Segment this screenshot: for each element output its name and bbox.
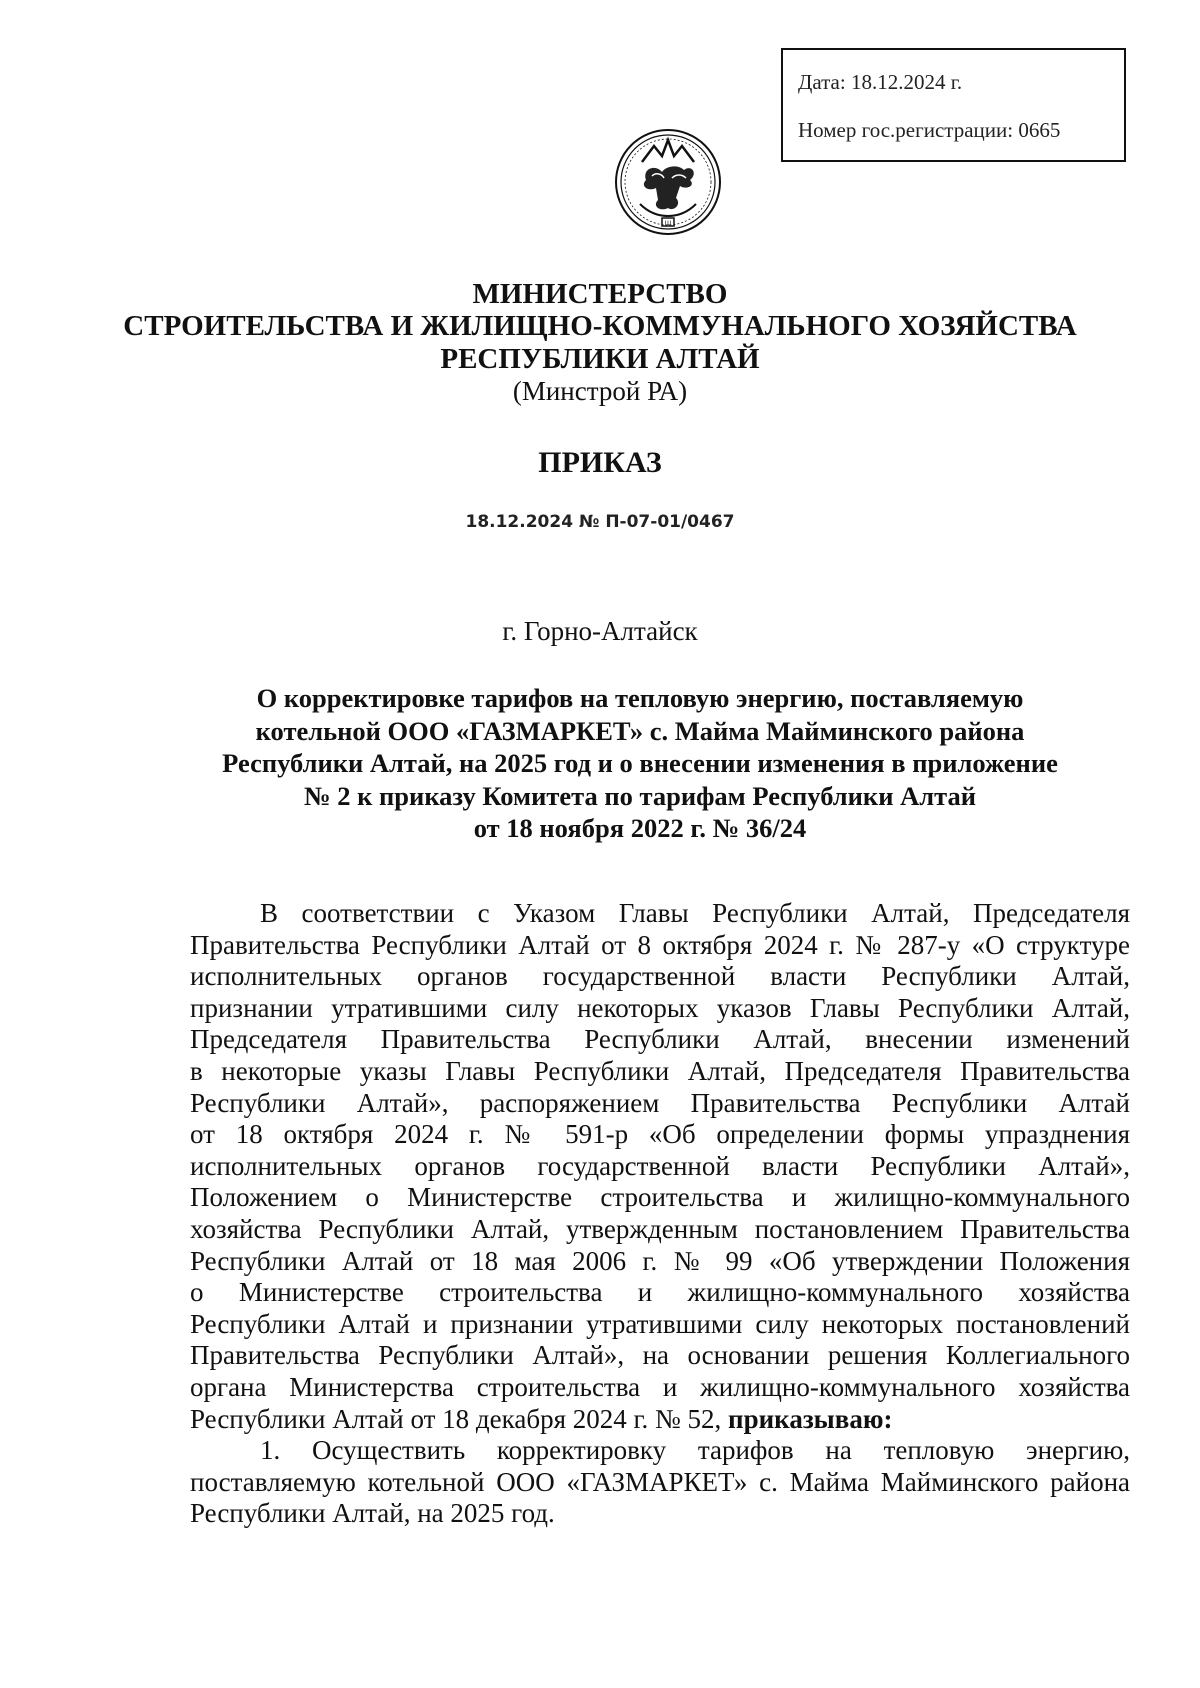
svg-text:Ш: Ш	[664, 220, 672, 227]
item-1-line: поставляемую котельной ООО «ГАЗМАРКЕТ» с. Майма Майминского района	[190, 1466, 1130, 1497]
body-line: В соответствии с Указом Главы Республики Алтай, Председателя	[260, 898, 1130, 928]
ministry-title-line-1: МИНИСТЕРСТВО	[472, 278, 728, 310]
subject-line: № 2 к приказу Комитета по тарифам Республики Алтай	[304, 780, 976, 811]
body-line: от 18 октября 2024 г. № 591-р «Об определении формы упразднения	[190, 1119, 1130, 1150]
body-line: о Министерстве строительства и жилищно-коммунального хозяйства	[190, 1277, 1130, 1308]
item-1-line-final: Республики Алтай, на 2025 год.	[190, 1498, 555, 1529]
order-city: г. Горно-Алтайск	[502, 616, 698, 646]
subject-line: от 18 ноября 2022 г. № 36/24	[473, 813, 807, 843]
body-line: Правительства Республики Алтай от 8 октября 2024 г. № 287-у «О структуре	[190, 929, 1130, 960]
body-line: признании утратившими силу некоторых указов Главы Республики Алтай,	[190, 992, 1130, 1023]
registration-stamp-box	[781, 48, 1126, 162]
ministry-short-name: (Минстрой РА)	[512, 376, 688, 406]
item-1-line: 1. Осуществить корректировку тарифов на тепловую энергию,	[260, 1435, 1130, 1466]
body-line: Председателя Правительства Республики Алтай, внесении изменений	[190, 1024, 1130, 1055]
order-keyword: приказываю:	[728, 1403, 893, 1434]
ministry-title-line-2: СТРОИТЕЛЬСТВА И ЖИЛИЩНО-КОММУНАЛЬНОГО ХОЗЯЙСТВА	[123, 310, 1077, 342]
coat-of-arms-emblem-icon	[612, 120, 724, 244]
body-line: Республики Алтай», распоряжением Правительства Республики Алтай	[190, 1087, 1130, 1118]
body-line-text: Республики Алтай от 18 декабря 2024 г. № 52,	[190, 1403, 722, 1434]
ministry-title-line-3: РЕСПУБЛИКИ АЛТАЙ	[440, 343, 760, 375]
body-line: органа Министерства строительства и жилищно-коммунального хозяйства	[190, 1371, 1130, 1402]
body-line: Положением о Министерстве строительства и жилищно-коммунального	[190, 1182, 1130, 1213]
body-line: Правительства Республики Алтай», на основании решения Коллегиального	[190, 1340, 1130, 1371]
order-title: ПРИКАЗ	[538, 446, 662, 479]
body-line: исполнительных органов государственной власти Республики Алтай,	[190, 961, 1130, 992]
body-line: в некоторые указы Главы Республики Алтай, Председателя Правительства	[190, 1055, 1130, 1086]
body-line: Республики Алтай от 18 мая 2006 г. № 99 «Об утверждении Положения	[190, 1245, 1130, 1276]
subject-line: котельной ООО «ГАЗМАРКЕТ» с. Майма Майминского района	[255, 715, 1025, 746]
registration-number: Номер гос.регистрации: 0665	[798, 118, 1061, 142]
order-body	[190, 898, 1130, 1530]
order-subject	[180, 682, 1100, 845]
registration-date: Дата: 18.12.2024 г.	[798, 70, 963, 94]
order-number: 18.12.2024 № П-07-01/0467	[465, 512, 735, 532]
subject-line: О корректировке тарифов на тепловую энергию, поставляемую	[256, 683, 1024, 713]
body-line-final	[190, 1404, 1130, 1436]
body-line: хозяйства Республики Алтай, утвержденным постановлением Правительства	[190, 1213, 1130, 1244]
body-line: исполнительных органов государственной власти Республики Алтай»,	[190, 1150, 1130, 1181]
subject-line: Республики Алтай, на 2025 год и о внесении изменения в приложение	[222, 748, 1058, 778]
body-line: Республики Алтай и признании утратившими силу некоторых постановлений	[190, 1308, 1130, 1339]
